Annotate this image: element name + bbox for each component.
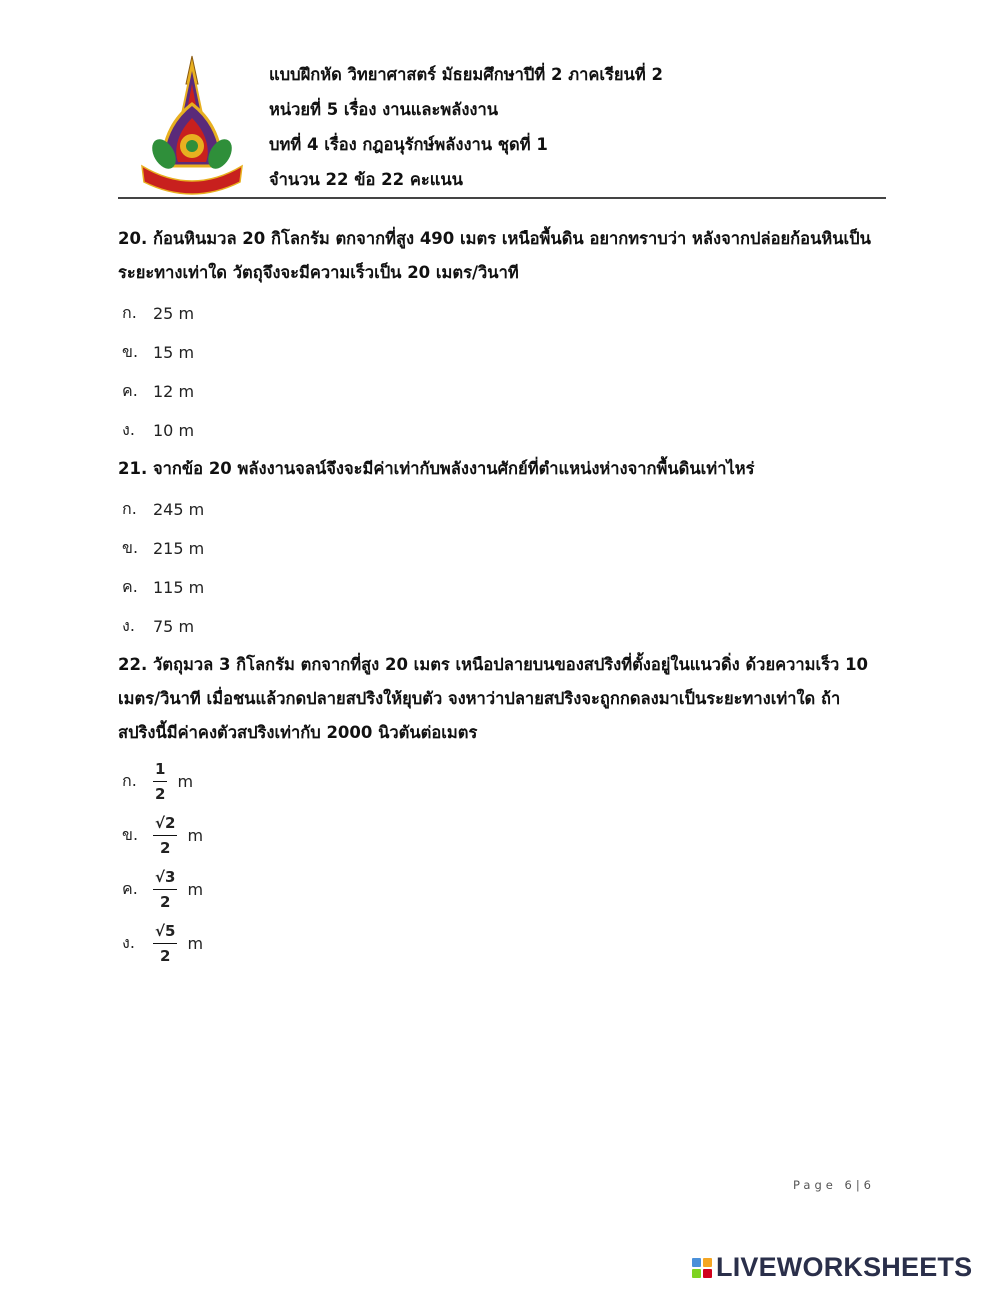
header-divider (118, 197, 886, 199)
worksheet-content (118, 222, 888, 972)
option-value: 12 m (153, 382, 195, 401)
option-value: 10 m (153, 421, 195, 440)
fraction-numerator: √2 (155, 813, 176, 832)
option-unit: m (177, 771, 194, 791)
worksheet-title: แบบฝึกหัด วิทยาศาสตร์ มัธยมศึกษาปีที่ 2 ภาคเรียนที่ 2 (269, 65, 663, 84)
option-letter: ค. (122, 577, 138, 596)
option-value: 245 m (153, 500, 205, 519)
option-value: 115 m (153, 578, 205, 597)
option-letter: ข. (122, 538, 139, 557)
fraction-denominator: 2 (155, 784, 166, 803)
option-row[interactable] (118, 490, 888, 529)
option-value: 15 m (153, 343, 195, 362)
liveworksheets-icon (692, 1258, 712, 1278)
option-letter: ข. (122, 824, 139, 844)
question-text-line: สปริงนี้มีค่าคงตัวสปริงเท่ากับ 2000 นิวตันต่อเมตร (118, 723, 478, 742)
option-row[interactable] (118, 607, 888, 646)
fraction (153, 867, 177, 912)
option-value: 75 m (153, 617, 195, 636)
option-letter: ง. (122, 420, 135, 439)
option-row[interactable] (118, 529, 888, 568)
fraction-numerator: √5 (155, 921, 176, 940)
option-row[interactable] (118, 568, 888, 607)
option-row[interactable] (118, 333, 888, 372)
option-value: 215 m (153, 539, 205, 558)
question-text-line: 20. ก้อนหินมวล 20 กิโลกรัม ตกจากที่สูง 490 เมตร เหนือพื้นดิน อยากทราบว่า หลังจากปล่อยก้อนหินเป็น (118, 229, 871, 248)
fraction-numerator: 1 (155, 759, 166, 778)
question-20 (118, 222, 888, 290)
question-21-options (118, 490, 888, 646)
option-letter: ก. (122, 499, 137, 518)
option-row[interactable] (118, 808, 888, 862)
question-text-line: 22. วัตถุมวล 3 กิโลกรัม ตกจากที่สูง 20 เมตร เหนือปลายบนของสปริงที่ตั้งอยู่ในแนวดิ่ง ด้วยความเร็ว 10 (118, 655, 869, 674)
brand-name: LIVEWORKSHEETS (716, 1252, 973, 1282)
question-21 (118, 452, 888, 486)
liveworksheets-brand[interactable] (692, 1252, 972, 1283)
fraction (153, 759, 167, 804)
unit-title: หน่วยที่ 5 เรื่อง งานและพลังงาน (269, 100, 499, 119)
fraction-denominator: 2 (160, 946, 171, 965)
option-unit: m (187, 879, 204, 899)
option-row[interactable] (118, 294, 888, 333)
page-number: Page 6|6 (793, 1178, 876, 1192)
option-unit: m (187, 825, 204, 845)
option-letter: ข. (122, 342, 139, 361)
fraction-numerator: √3 (155, 867, 176, 886)
option-letter: ค. (122, 381, 138, 400)
document-header (118, 50, 886, 198)
option-row[interactable] (118, 862, 888, 916)
school-logo (136, 54, 248, 196)
question-count: จำนวน 22 ข้อ 22 คะแนน (269, 170, 463, 189)
fraction (153, 813, 177, 858)
option-row[interactable] (118, 411, 888, 450)
option-letter: ค. (122, 878, 138, 898)
fraction-denominator: 2 (160, 892, 171, 911)
option-letter: ก. (122, 303, 137, 322)
question-text-line: เมตร/วินาที เมื่อชนแล้วกดปลายสปริงให้ยุบตัว จงหาว่าปลายสปริงจะถูกกดลงมาเป็นระยะทางเท่าใด ถ้า (118, 689, 841, 708)
question-text-line: 21. จากข้อ 20 พลังงานจลน์จึงจะมีค่าเท่ากับพลังงานศักย์ที่ตำแหน่งห่างจากพื้นดินเท่าไหร่ (118, 459, 755, 478)
option-row[interactable] (118, 916, 888, 970)
option-value: 25 m (153, 304, 195, 323)
option-unit: m (187, 933, 204, 953)
chapter-title: บทที่ 4 เรื่อง กฎอนุรักษ์พลังงาน ชุดที่ 1 (269, 135, 548, 154)
option-letter: ก. (122, 770, 137, 790)
question-text-line: ระยะทางเท่าใด วัตถุจึงจะมีความเร็วเป็น 20 เมตร/วินาที (118, 263, 519, 282)
question-22-options (118, 754, 888, 970)
fraction-denominator: 2 (160, 838, 171, 857)
option-row[interactable] (118, 754, 888, 808)
question-20-options (118, 294, 888, 450)
header-text-block (269, 60, 663, 200)
fraction (153, 921, 177, 966)
option-row[interactable] (118, 372, 888, 411)
option-letter: ง. (122, 616, 135, 635)
option-letter: ง. (122, 932, 135, 952)
question-22 (118, 648, 888, 750)
